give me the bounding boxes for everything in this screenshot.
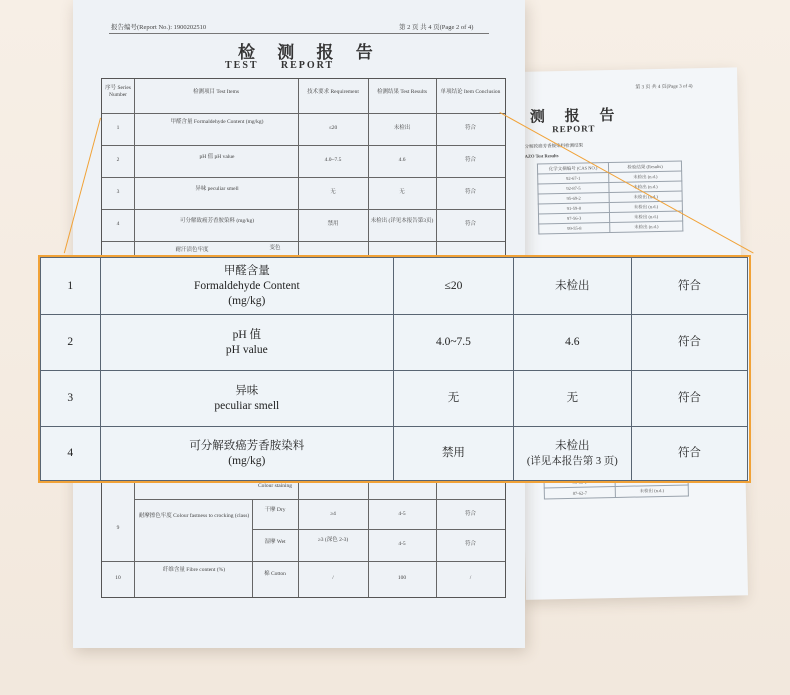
row-item: 甲醛含量 Formaldehyde Content (mg/kg): [170, 119, 264, 125]
item-cn: 异味: [235, 384, 259, 397]
header-result: 检验结果 (Results): [608, 161, 681, 173]
row-item: [100, 315, 394, 371]
page-number: 第 2 页 共 4 页(Page 2 of 4): [399, 24, 474, 31]
row-requirement: ≥3 (深色 2-3): [317, 537, 349, 543]
item-unit: (mg/kg): [228, 454, 266, 467]
row-number: 2: [116, 157, 120, 163]
row-result: 未检出: [393, 125, 411, 131]
row-requirement: 4.0~7.5: [324, 157, 342, 163]
row-subitem: 棉 Cotton: [264, 571, 286, 577]
row-requirement: ≤20: [394, 258, 514, 315]
row-requirement: /: [332, 575, 334, 581]
row-conclusion: 符合: [464, 221, 476, 227]
row-requirement: 无: [330, 189, 336, 195]
row-conclusion: 符合: [464, 125, 476, 131]
row-item: 耐汗渍色牢度: [175, 247, 209, 253]
table-row: [41, 315, 748, 371]
row-subitem: 湿摩 Wet: [264, 539, 286, 545]
table-row: [41, 371, 748, 427]
report-number: 报告编号(Report No.): 1900202510: [111, 24, 207, 31]
row-result: 无: [399, 189, 405, 195]
cas-cell: 97-56-3: [538, 213, 609, 224]
section-heading: 分解致癌芳香胺染料检测结果: [524, 142, 584, 149]
row-conclusion: 符合: [464, 511, 476, 517]
result-cell: 未检出 (n.d.): [610, 221, 683, 233]
table-row: [41, 258, 748, 315]
row-result: 无: [513, 371, 631, 427]
cas-cell: 91-59-8: [538, 203, 609, 214]
row-divider: [102, 209, 505, 210]
row-number: 10: [115, 575, 121, 581]
row-conclusion: 符合: [464, 541, 476, 547]
row-number: 9: [116, 525, 120, 531]
row-subitem: 干摩 Dry: [264, 507, 286, 513]
header-results: 检测结果 Test Results: [376, 89, 428, 95]
row-requirement: 禁用: [394, 427, 514, 481]
row-number: 1: [116, 125, 120, 131]
row-number: 2: [41, 315, 101, 371]
row-conclusion: 符合: [631, 427, 747, 481]
item-en: pH value: [225, 343, 268, 356]
cas-cell: 87-62-7: [544, 486, 615, 498]
table-row: [544, 485, 688, 499]
row-requirement: 禁用: [327, 221, 339, 227]
row-subitem: 变色: [269, 245, 281, 251]
header-items: 检测项目 Test Items: [192, 89, 240, 95]
row-number: 3: [116, 189, 120, 195]
result-cell: 未检出 (n.d.): [609, 181, 682, 193]
result-note: (详见本报告第 3 页): [526, 455, 618, 467]
section-heading-en: AZO Test Results: [524, 153, 559, 159]
row-number: 3: [41, 371, 101, 427]
result-cell: 未检出 (n.d.): [609, 191, 682, 203]
row-number: 4: [41, 427, 101, 481]
row-item: 耐摩擦色牢度 Colour fastness to crocking (class): [138, 513, 250, 519]
cas-cell: 95-69-2: [538, 193, 609, 204]
row-item: 纤维含量 Fibre content (%): [162, 567, 226, 573]
row-result: [513, 427, 631, 481]
row-conclusion: 符合: [464, 189, 476, 195]
item-en: peculiar smell: [214, 399, 280, 412]
row-requirement: 4.0~7.5: [394, 315, 514, 371]
row-conclusion: 符合: [631, 371, 747, 427]
row-divider: [102, 177, 505, 178]
row-divider: [102, 145, 505, 146]
row-divider: [134, 499, 505, 500]
result-cell: 未检出 (n.d.): [609, 211, 682, 223]
row-item: pH 值 pH value: [199, 154, 235, 160]
row-item: [100, 258, 394, 315]
item-cn: pH 值: [232, 328, 262, 341]
table-row: [41, 427, 748, 481]
item-cn: 甲醛含量: [223, 264, 270, 277]
cas-cell: 92-67-1: [538, 173, 609, 184]
cas-cell: 92-87-5: [538, 183, 609, 194]
row-result: 4-5: [398, 541, 406, 547]
zoomed-table: [40, 257, 748, 481]
page-title: 检 测 报 告: [238, 43, 382, 62]
row-result: 4.6: [398, 157, 406, 163]
row-divider: [252, 529, 505, 530]
row-result: 4.6: [513, 315, 631, 371]
row-item: [100, 427, 394, 481]
row-conclusion: 符合: [464, 157, 476, 163]
page-number: 第 3 页 共 4 页(Page 3 of 4): [635, 84, 693, 91]
row-divider: [102, 241, 505, 242]
row-number: 1: [41, 258, 101, 315]
cas-cell: 99-55-8: [539, 223, 610, 234]
result-cell: 未检出 (n.d.): [615, 485, 688, 498]
row-requirement: ≤20: [328, 125, 338, 131]
result-cell: 未检出 (n.d.): [609, 171, 682, 183]
row-conclusion: 符合: [631, 315, 747, 371]
table-row: [539, 221, 683, 234]
row-conclusion: /: [469, 575, 472, 581]
header-requirement: 技术要求 Requirement: [307, 89, 359, 95]
row-subitem: Colour staining: [257, 483, 293, 489]
row-result: 4-5: [398, 511, 406, 517]
row-item: [100, 371, 394, 427]
row-item: 可分解致癌芳香胺染料 (mg/kg): [179, 218, 255, 224]
row-divider: [102, 561, 505, 562]
header-conclusion: 单项结论 Item Conclusion: [440, 89, 501, 95]
row-divider: [102, 113, 505, 114]
row-item: 异味 peculiar smell: [195, 186, 239, 192]
header-serial: 序号 Series Number: [105, 85, 131, 98]
page-subtitle: REPORT: [552, 123, 596, 135]
item-unit: (mg/kg): [228, 294, 266, 307]
zoomed-table-callout: [38, 255, 751, 483]
result-main: 未检出: [555, 439, 590, 452]
row-requirement: 无: [394, 371, 514, 427]
row-result: 未检出 (详见本报告第3页): [370, 218, 434, 224]
row-result: 未检出: [513, 258, 631, 315]
item-en: Formaldehyde Content: [193, 279, 300, 292]
result-cell: 未检出 (n.d.): [609, 201, 682, 213]
header-divider: [109, 33, 489, 34]
header-cas: 化学文摘编号 (CAS NO.): [537, 163, 608, 174]
azo-table: [537, 161, 683, 235]
page-subtitle: TEST REPORT: [225, 60, 335, 71]
row-conclusion: 符合: [631, 258, 747, 315]
item-cn: 可分解致癌芳香胺染料: [189, 439, 305, 452]
row-number: 4: [116, 221, 120, 227]
page-title: 测 报 告: [529, 107, 623, 126]
row-requirement: ≥4: [330, 511, 336, 517]
row-result: 100: [397, 575, 407, 581]
